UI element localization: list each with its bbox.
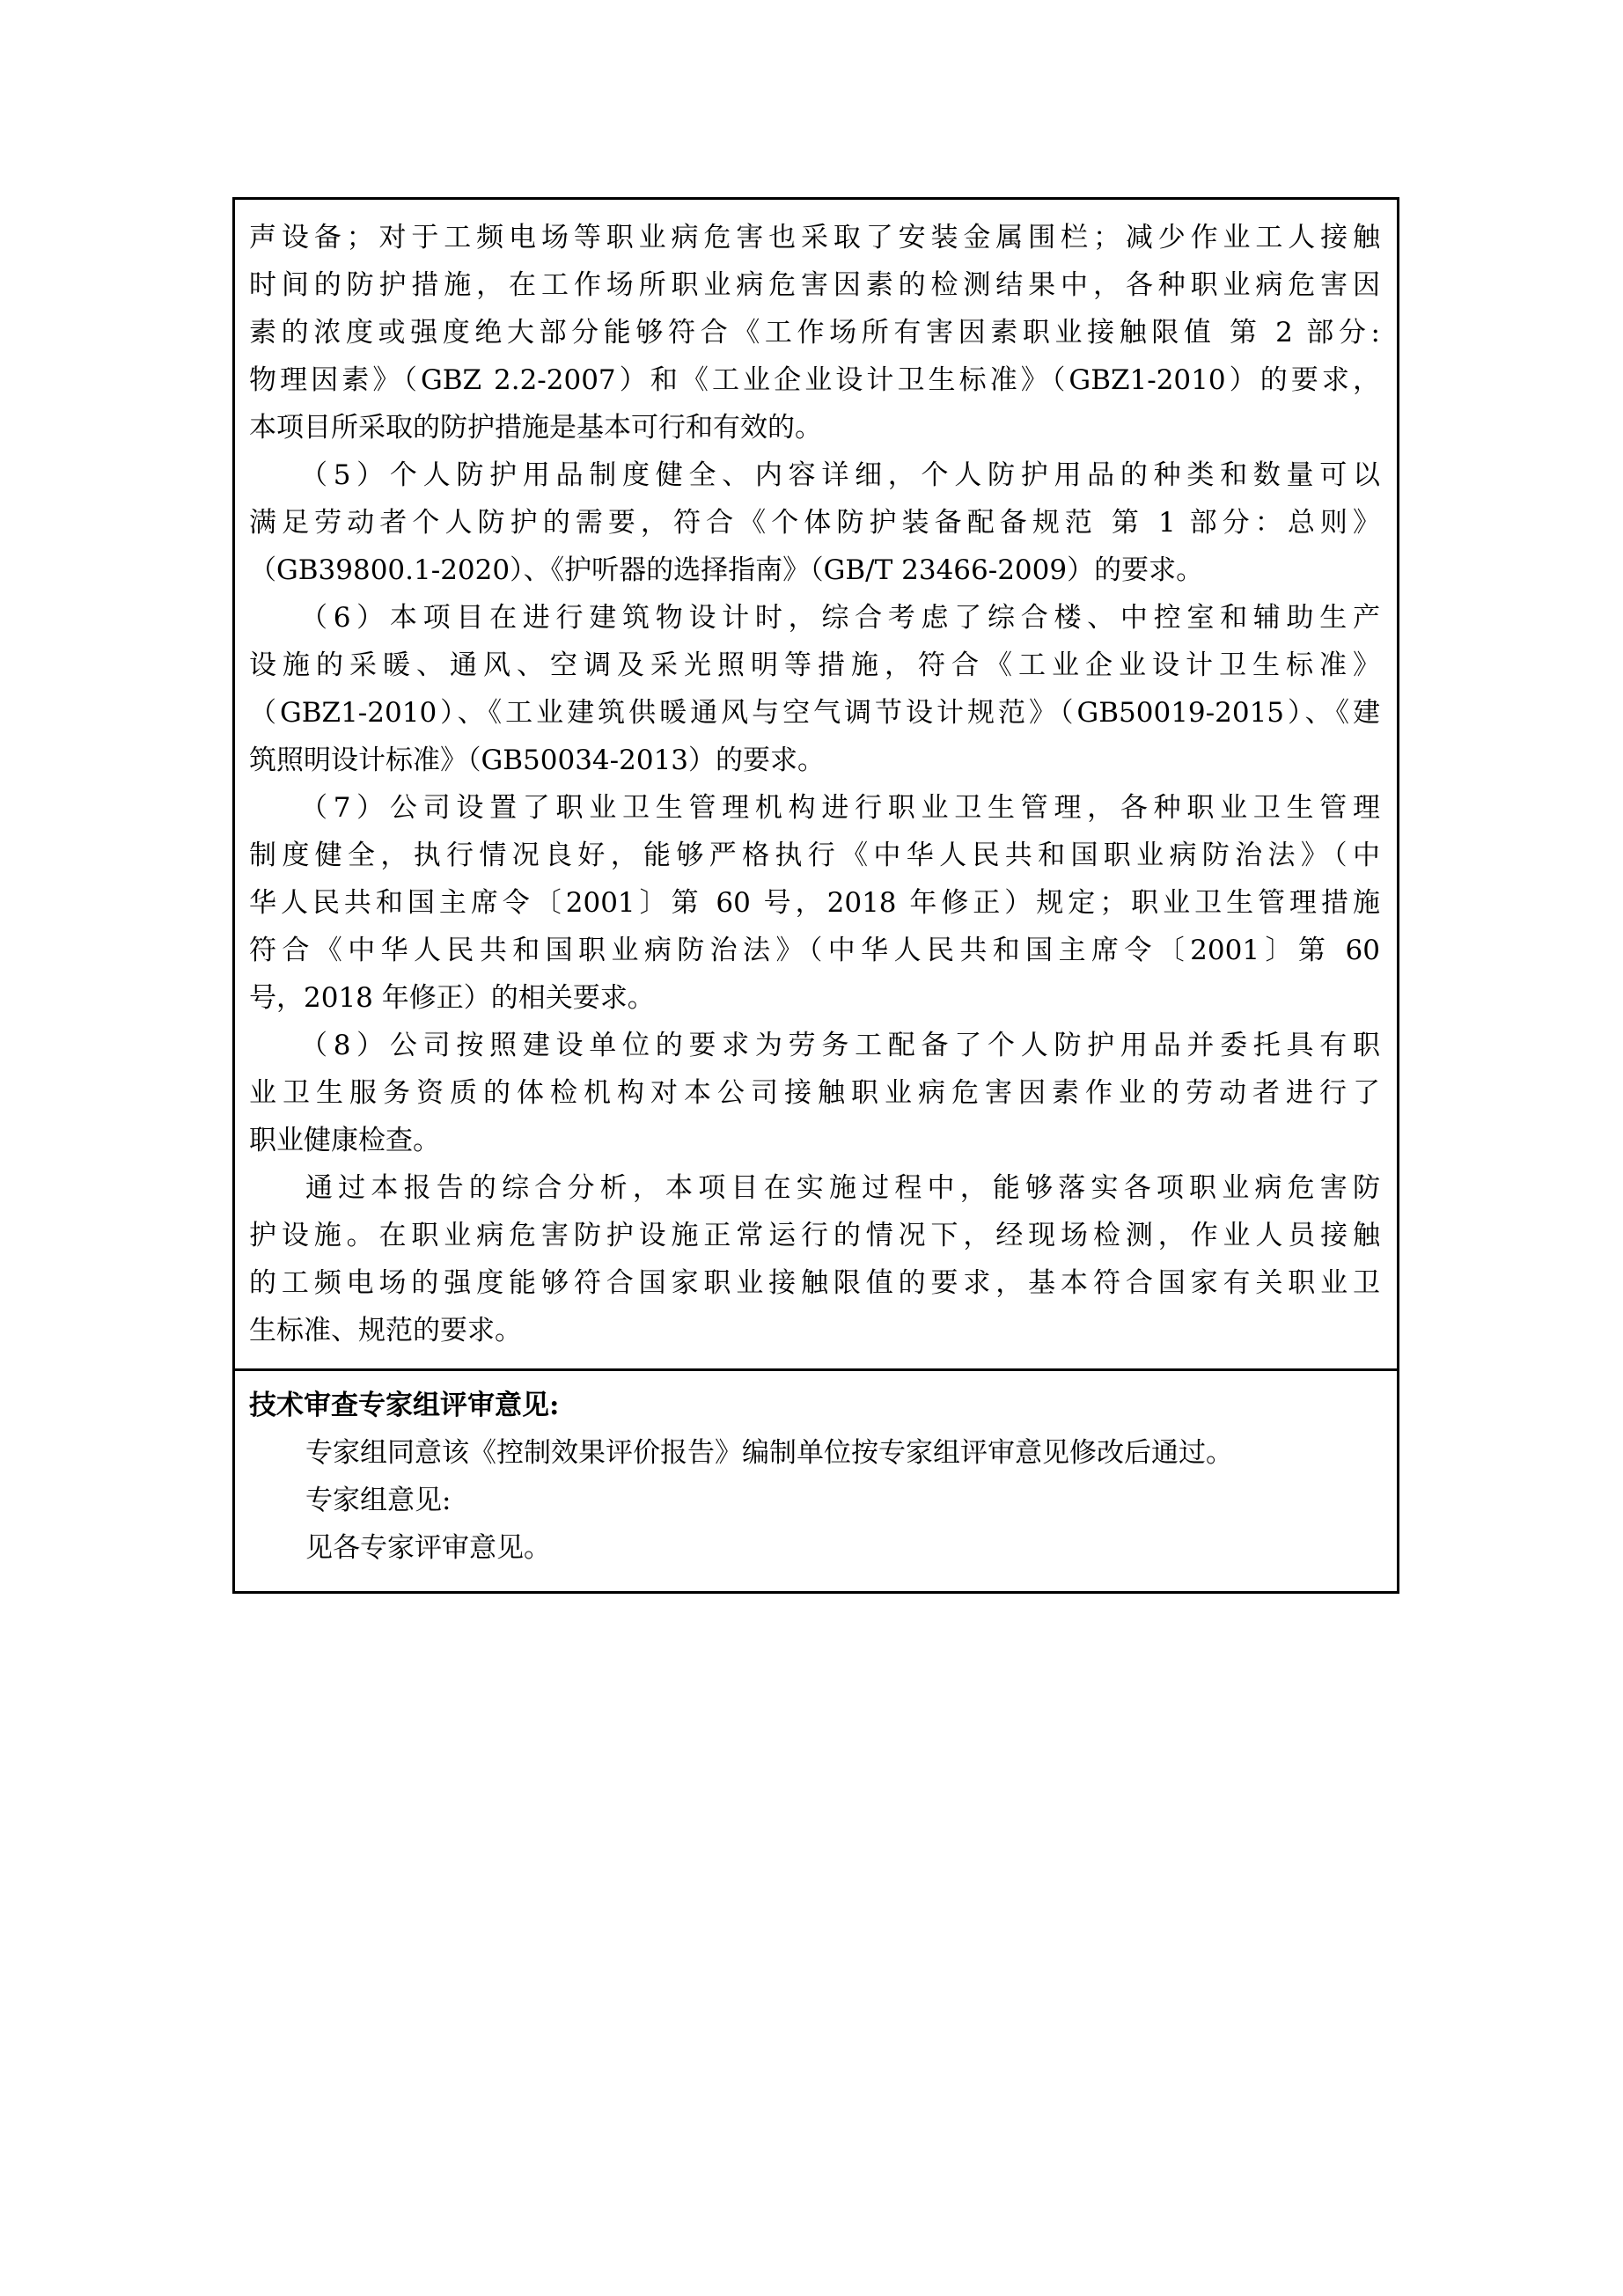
text-line: 通过本报告的综合分析，本项目在实施过程中，能够落实各项职业病危害防 xyxy=(305,1172,1380,1204)
text-line: 制度健全，执行情况良好，能够严格执行《中华人民共和国职业病防治法》（中 xyxy=(249,840,1380,871)
text-line: 本项目所采取的防护措施是基本可行和有效的。 xyxy=(249,412,822,444)
text-line: 业卫生服务资质的体检机构对本公司接触职业病危害因素作业的劳动者进行了 xyxy=(249,1077,1380,1109)
text-line: 生标准、规范的要求。 xyxy=(249,1315,522,1346)
text-line: 符合《中华人民共和国职业病防治法》（中华人民共和国主席令〔2001〕第 60 xyxy=(249,935,1380,966)
text-line: （GB39800.1-2020）、《护听器的选择指南》（GB/T 23466-2009）的要求。 xyxy=(249,554,1204,586)
text-line: 物理因素》（GBZ 2.2-2007）和《工业企业设计卫生标准》（GBZ1-2010）的要求， xyxy=(249,364,1380,396)
text-line: 声设备；对于工频电场等职业病危害也采取了安装金属围栏；减少作业工人接触 xyxy=(249,222,1380,253)
review-form-table xyxy=(232,197,1399,1594)
text-line: 专家组同意该《控制效果评价报告》编制单位按专家组评审意见修改后通过。 xyxy=(305,1437,1233,1469)
text-line: 号，2018 年修正）的相关要求。 xyxy=(249,982,655,1014)
expert-review-cell xyxy=(235,1371,1397,1591)
expert-review-heading: 技术审查专家组评审意见: xyxy=(249,1390,560,1421)
text-line: （7）公司设置了职业卫生管理机构进行职业卫生管理，各种职业卫生管理 xyxy=(300,792,1380,824)
text-line: 华人民共和国主席令〔2001〕第 60 号，2018 年修正）规定；职业卫生管理措施 xyxy=(249,887,1380,919)
text-line: 时间的防护措施，在工作场所职业病危害因素的检测结果中，各种职业病危害因 xyxy=(249,269,1380,301)
text-line: 设施的采暖、通风、空调及采光照明等措施，符合《工业企业设计卫生标准》 xyxy=(249,649,1380,681)
text-line: （6）本项目在进行建筑物设计时，综合考虑了综合楼、中控室和辅助生产 xyxy=(300,602,1380,634)
text-line: 职业健康检查。 xyxy=(249,1125,440,1156)
text-line: 素的浓度或强度绝大部分能够符合《工作场所有害因素职业接触限值 第 2 部分: xyxy=(249,317,1380,348)
text-line: 的工频电场的强度能够符合国家职业接触限值的要求，基本符合国家有关职业卫 xyxy=(249,1267,1380,1299)
text-line: （8）公司按照建设单位的要求为劳务工配备了个人防护用品并委托具有职 xyxy=(300,1030,1380,1061)
evaluation-conclusion-cell xyxy=(235,200,1397,1371)
text-line: 满足劳动者个人防护的需要，符合《个体防护装备配备规范 第 1 部分：总则》 xyxy=(249,507,1380,539)
text-line: 专家组意见: xyxy=(305,1485,452,1516)
text-line: （GBZ1-2010）、《工业建筑供暖通风与空气调节设计规范》（GB50019-2015）、《建 xyxy=(249,697,1380,729)
text-line: 护设施。在职业病危害防护设施正常运行的情况下，经现场检测，作业人员接触 xyxy=(249,1220,1380,1251)
text-line: （5）个人防护用品制度健全、内容详细，个人防护用品的种类和数量可以 xyxy=(300,459,1380,491)
text-line: 筑照明设计标准》（GB50034-2013）的要求。 xyxy=(249,745,826,776)
text-line: 见各专家评审意见。 xyxy=(305,1532,551,1564)
